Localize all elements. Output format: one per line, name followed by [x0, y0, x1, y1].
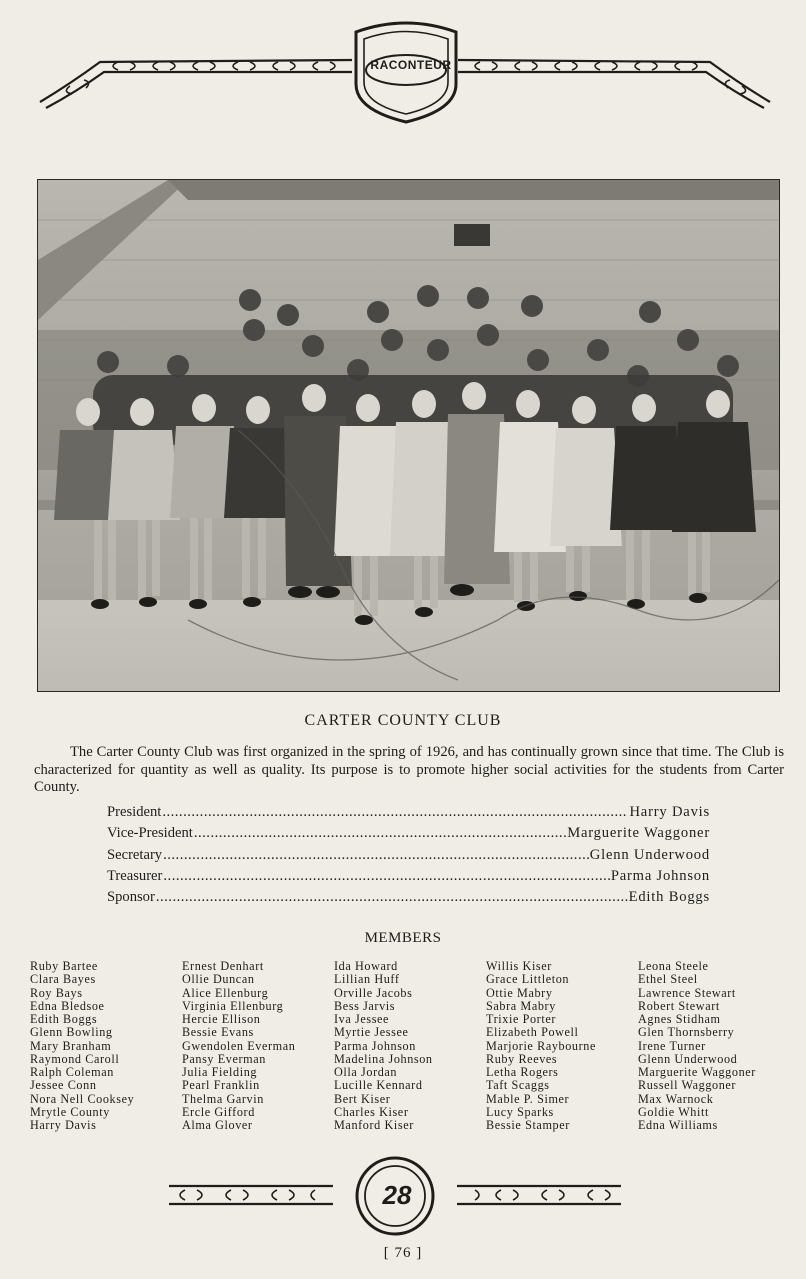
member-name: Robert Stewart [638, 998, 720, 1013]
member-name: Lucille Kennard [334, 1078, 423, 1093]
officer-name: Parma Johnson [610, 867, 710, 884]
member-name: Edna Bledsoe [30, 998, 105, 1013]
member-name: Alice Ellenburg [182, 985, 269, 1000]
member-name: Ralph Coleman [30, 1065, 114, 1079]
member-name: Marjorie Raybourne [486, 1038, 596, 1053]
member-column [182, 960, 334, 1132]
year-badge: 28 [382, 1180, 412, 1210]
member-name: Ernest Denhart [182, 959, 264, 973]
member-name: Glenn Underwood [638, 1051, 738, 1066]
officer-role: Vice-President [107, 825, 193, 842]
officer-name: Edith Boggs [628, 889, 710, 906]
member-name: Ethel Steel [638, 972, 698, 987]
group-photograph [37, 179, 780, 692]
member-name: Irene Turner [638, 1038, 706, 1053]
leader-dots [163, 868, 609, 885]
officers-list [107, 804, 710, 910]
leader-dots [156, 889, 628, 906]
member-name: Edith Boggs [30, 1012, 98, 1026]
member-name: Olla Jordan [334, 1065, 398, 1079]
member-name: Leona Steele [638, 959, 709, 973]
member-name: Alma Glover [182, 1118, 253, 1132]
member-name: Lillian Huff [334, 972, 400, 987]
member-column [334, 960, 486, 1132]
member-name: Hercie Ellison [182, 1012, 261, 1026]
member-name: Grace Littleton [486, 972, 570, 987]
member-name: Edna Williams [638, 1118, 718, 1132]
member-name: Madelina Johnson [334, 1051, 433, 1066]
member-name: Harry Davis [30, 1118, 97, 1132]
member-name: Willis Kiser [486, 959, 552, 973]
officer-name: Marguerite Waggoner [567, 825, 710, 842]
officer-row-vice-president [107, 825, 710, 846]
member-name: Ida Howard [334, 959, 398, 973]
member-name: Glenn Bowling [30, 1025, 113, 1040]
member-column [486, 960, 638, 1132]
page-number: [ 76 ] [383, 1245, 423, 1261]
officer-role: Sponsor [107, 889, 155, 906]
member-name: Lucy Sparks [486, 1104, 554, 1119]
member-name: Agnes Stidham [638, 1012, 721, 1026]
members-heading: MEMBERS [364, 930, 442, 946]
officer-role: Secretary [107, 846, 163, 863]
members-list [30, 960, 790, 1132]
member-name: Charles Kiser [334, 1104, 409, 1119]
officer-role: President [107, 804, 162, 820]
officer-name: Harry Davis [629, 804, 710, 820]
leader-dots [163, 847, 589, 864]
officer-name: Glenn Underwood [589, 846, 710, 863]
member-name: Ercle Gifford [182, 1104, 255, 1119]
officer-role: Treasurer [107, 867, 163, 884]
member-name: Thelma Garvin [182, 1091, 264, 1106]
leader-dots [162, 804, 628, 821]
member-name: Julia Fielding [182, 1065, 258, 1079]
member-name: Gwendolen Everman [182, 1038, 296, 1053]
member-name: Russell Waggoner [638, 1078, 737, 1093]
leader-dots [194, 825, 566, 842]
member-column [30, 960, 182, 1132]
member-name: Ruby Bartee [30, 959, 98, 973]
crest-text: RACONTEUR [370, 58, 452, 72]
officer-row-president [107, 804, 710, 825]
club-description: The Carter County Club was first organized in the spring of 1926, and has continually grown since that time. The Club is characterized for quantity as well as quality. Its purpose is to promote higher social activities for the students from Carter County. [34, 744, 784, 795]
member-name: Manford Kiser [334, 1118, 414, 1132]
member-name: Bert Kiser [334, 1091, 391, 1106]
officer-row-secretary [107, 847, 710, 868]
member-name: Mable P. Simer [486, 1091, 570, 1106]
officer-row-sponsor [107, 889, 710, 910]
member-name: Elizabeth Powell [486, 1025, 579, 1040]
member-name: Pearl Franklin [182, 1078, 260, 1093]
member-name: Parma Johnson [334, 1038, 416, 1053]
member-name: Bessie Evans [182, 1025, 254, 1040]
member-name: Raymond Caroll [30, 1051, 120, 1066]
member-name: Letha Rogers [486, 1065, 559, 1079]
member-name: Ollie Duncan [182, 972, 255, 987]
member-name: Ruby Reeves [486, 1051, 558, 1066]
member-name: Roy Bays [30, 985, 83, 1000]
member-name: Nora Nell Cooksey [30, 1091, 135, 1106]
member-name: Pansy Everman [182, 1051, 266, 1066]
member-name: Sabra Mabry [486, 998, 556, 1013]
member-name: Lawrence Stewart [638, 985, 736, 1000]
club-title: CARTER COUNTY CLUB [304, 712, 502, 729]
member-name: Myrtie Jessee [334, 1025, 409, 1040]
member-name: Mrytle County [30, 1104, 110, 1119]
member-name: Clara Bayes [30, 972, 96, 987]
member-name: Orville Jacobs [334, 985, 413, 1000]
member-name: Bess Jarvis [334, 998, 396, 1013]
member-name: Iva Jessee [334, 1012, 390, 1026]
officer-row-treasurer [107, 868, 710, 889]
member-column [638, 960, 790, 1132]
member-name: Goldie Whitt [638, 1104, 709, 1119]
member-name: Jessee Conn [30, 1078, 97, 1093]
member-name: Ottie Mabry [486, 985, 553, 1000]
member-name: Glen Thornsberry [638, 1025, 735, 1040]
member-name: Taft Scaggs [486, 1078, 550, 1093]
member-name: Mary Branham [30, 1038, 112, 1053]
member-name: Trixie Porter [486, 1012, 556, 1026]
member-name: Virginia Ellenburg [182, 998, 284, 1013]
member-name: Marguerite Waggoner [638, 1065, 756, 1079]
member-name: Bessie Stamper [486, 1118, 570, 1132]
member-name: Max Warnock [638, 1091, 714, 1106]
